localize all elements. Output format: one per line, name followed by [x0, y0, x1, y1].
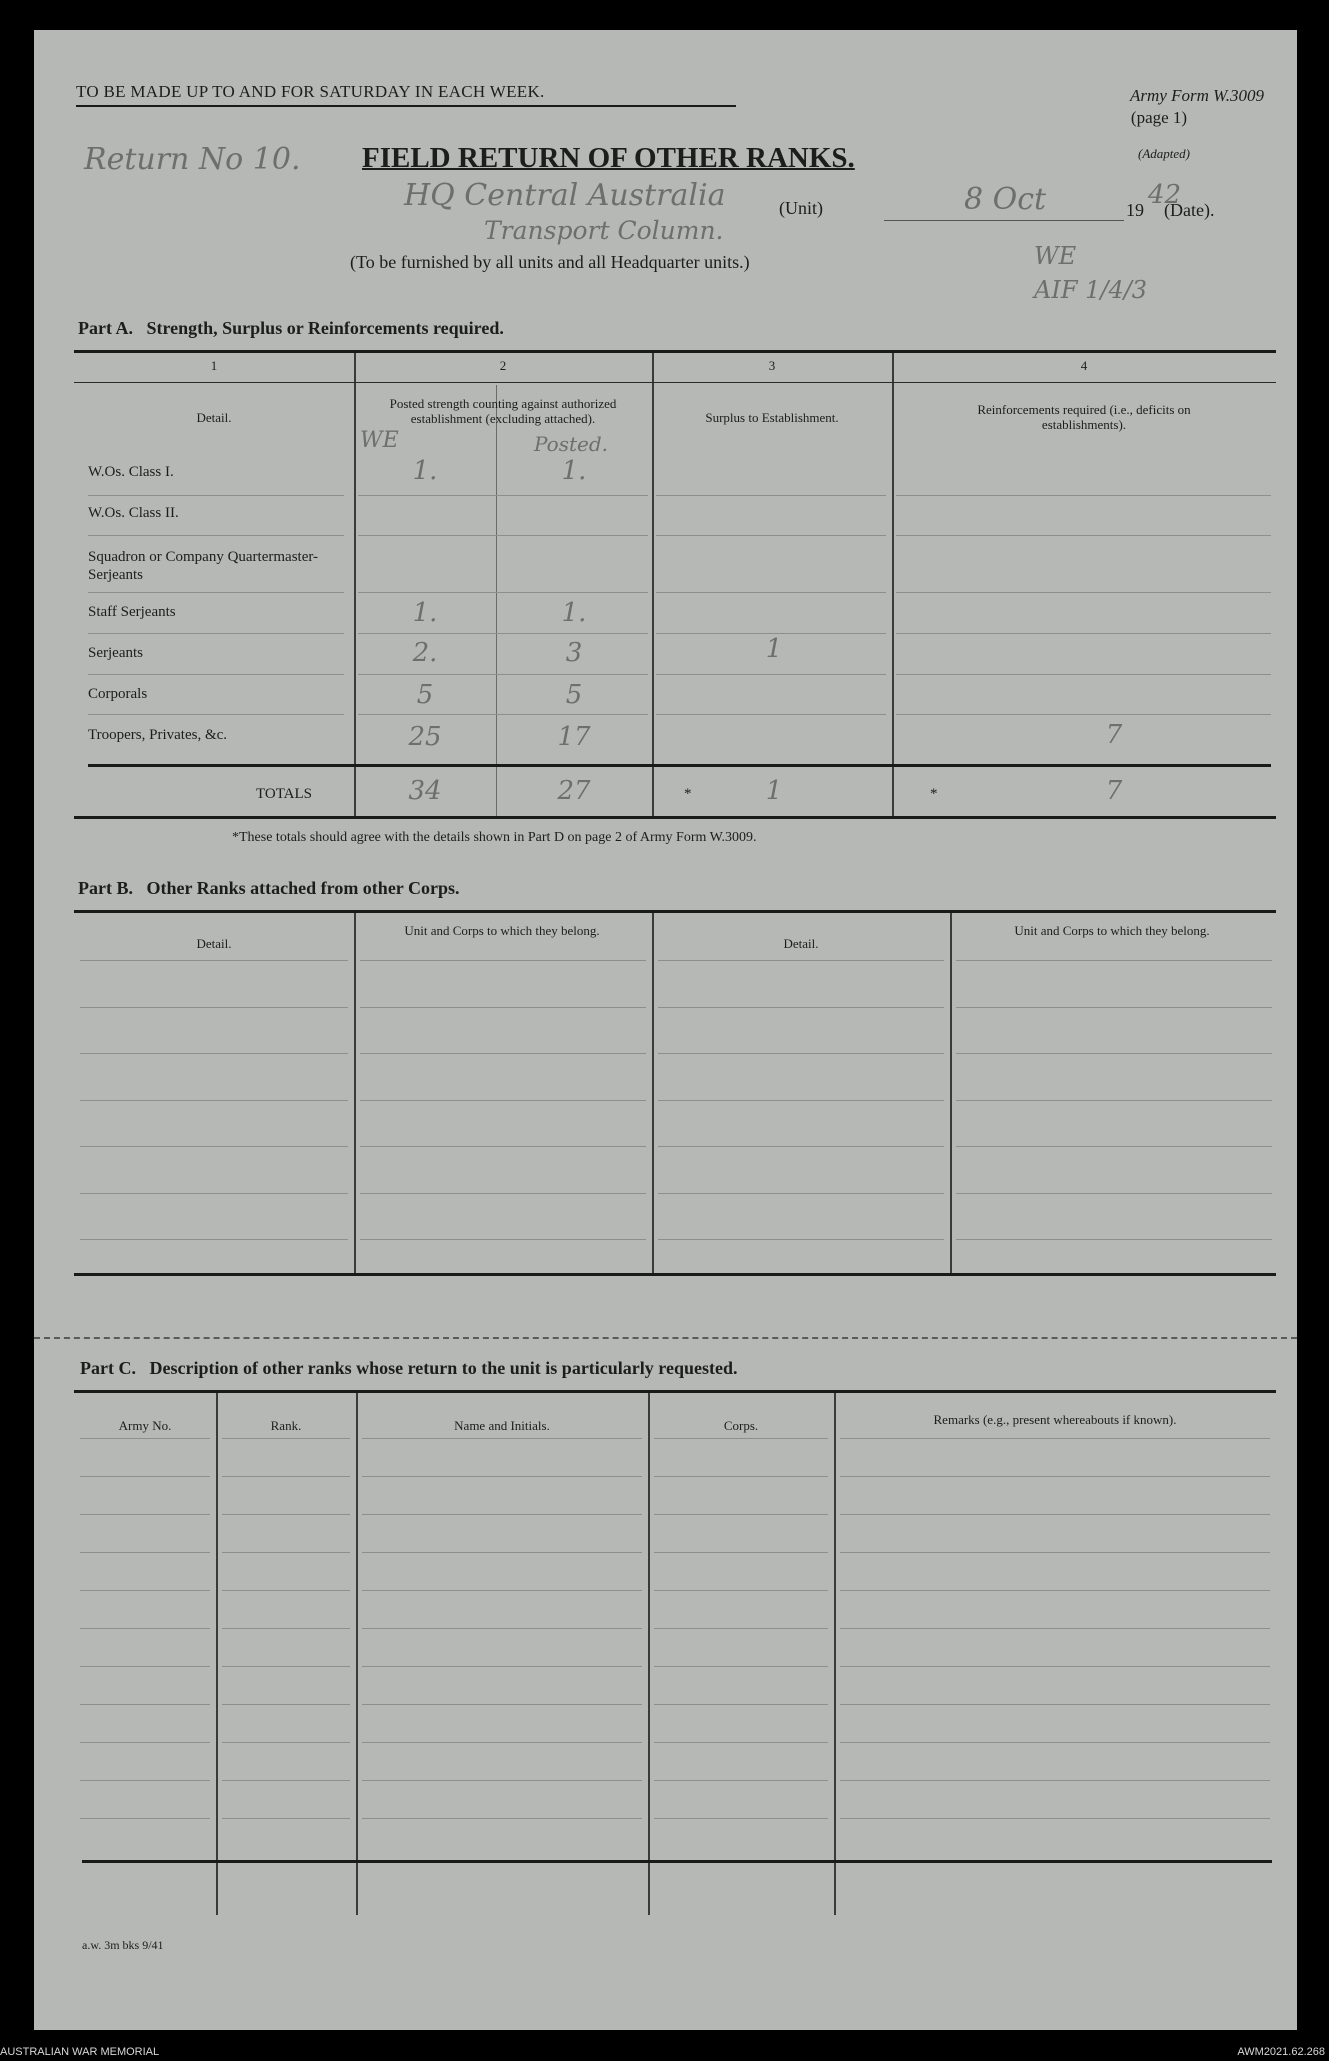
ruled-line [654, 1818, 828, 1819]
part-c-col-rank: Rank. [270, 1418, 302, 1433]
row-label: Corporals [88, 686, 148, 702]
col-header-detail: Detail. [196, 410, 232, 425]
perforation-line [34, 1337, 1297, 1339]
cell-we: 2. [412, 638, 438, 668]
ruled-line [80, 1053, 348, 1054]
ruled-line [80, 1438, 210, 1439]
ruled-line [222, 1704, 350, 1705]
handwritten-posted-column: Posted. [534, 432, 608, 456]
ruled-line [362, 1438, 642, 1439]
ruled-line [362, 1780, 642, 1781]
ruled-line [840, 1590, 1270, 1591]
form-title: FIELD RETURN OF OTHER RANKS. [362, 142, 855, 174]
row-rule [358, 592, 648, 593]
total-posted: 27 [557, 776, 591, 806]
ruled-line [362, 1704, 642, 1705]
ruled-line [362, 1742, 642, 1743]
ruled-line [80, 1193, 348, 1194]
cell-posted: 1. [561, 598, 587, 628]
cell-we: 25 [408, 722, 442, 752]
part-c-divider-3 [648, 1393, 650, 1915]
row-rule [896, 714, 1271, 715]
ruled-line [956, 1100, 1272, 1101]
row-rule [88, 633, 344, 634]
row-label: Squadron or Company Quartermaster-Serjeants [88, 549, 319, 583]
ruled-line [80, 1628, 210, 1629]
row-rule [88, 592, 344, 593]
ruled-line [658, 960, 944, 961]
row-rule [656, 674, 886, 675]
totals-bottom-rule [74, 816, 1276, 819]
page-indicator: (page 1) [1130, 108, 1188, 127]
cell-posted: 5 [565, 680, 583, 710]
ruled-line [362, 1666, 642, 1667]
ruled-line [362, 1476, 642, 1477]
ruled-line [840, 1742, 1270, 1743]
ruled-line [222, 1818, 350, 1819]
ruled-line [840, 1514, 1270, 1515]
part-b-col-detail-2: Detail. [783, 936, 819, 951]
total-surplus: 1 [765, 776, 783, 806]
row-rule [896, 495, 1271, 496]
part-a-footnote: *These totals should agree with the details shown in Part D on page 2 of Army Form W.3009. [232, 830, 757, 845]
instruction-text: TO BE MADE UP TO AND FOR SATURDAY IN EACH WEEK. [76, 82, 545, 101]
part-b-divider-2 [652, 913, 654, 1273]
part-c-divider-1 [216, 1393, 218, 1915]
handwritten-we: WE [1034, 242, 1077, 270]
ruled-line [222, 1552, 350, 1553]
ruled-line [222, 1438, 350, 1439]
col-number-3: 3 [768, 358, 776, 373]
ruled-line [654, 1780, 828, 1781]
ruled-line [80, 1666, 210, 1667]
handwritten-date: 8 Oct [964, 182, 1047, 217]
handwritten-unit-line1: HQ Central Australia [404, 178, 726, 213]
ruled-line [654, 1628, 828, 1629]
row-rule [358, 633, 648, 634]
ruled-line [658, 1193, 944, 1194]
unit-label: (Unit) [779, 198, 823, 218]
total-reinf-asterisk: * [930, 786, 938, 802]
row-rule [896, 674, 1271, 675]
form-number: Army Form W.3009 [1130, 86, 1264, 105]
ruled-line [80, 1100, 348, 1101]
row-label: W.Os. Class II. [88, 505, 179, 521]
ruled-line [956, 1239, 1272, 1240]
row-rule [896, 592, 1271, 593]
part-a-divider-3 [892, 353, 894, 816]
row-rule [896, 633, 1271, 634]
ruled-line [956, 1053, 1272, 1054]
ruled-line [80, 1146, 348, 1147]
ruled-line [654, 1666, 828, 1667]
row-rule [358, 495, 648, 496]
row-rule [358, 674, 648, 675]
part-b-col-unit-2: Unit and Corps to which they belong. [1014, 923, 1210, 938]
ruled-line [360, 1100, 646, 1101]
adapted-note: (Adapted) [1138, 146, 1190, 161]
part-c-col-name: Name and Initials. [454, 1418, 550, 1433]
handwritten-we-column: WE [360, 428, 399, 453]
ruled-line [654, 1514, 828, 1515]
row-rule [88, 714, 344, 715]
ruled-line [840, 1704, 1270, 1705]
part-b-divider-3 [950, 913, 952, 1273]
ruled-line [360, 1146, 646, 1147]
col-header-reinforcements: Reinforcements required (i.e., deficits on establishments). [977, 402, 1191, 432]
ruled-line [222, 1628, 350, 1629]
ruled-line [840, 1552, 1270, 1553]
ruled-line [360, 1193, 646, 1194]
document-sheet [34, 30, 1297, 2030]
cell-posted: 1. [561, 456, 587, 486]
ruled-line [362, 1514, 642, 1515]
col-number-2: 2 [499, 358, 507, 373]
ruled-line [658, 1007, 944, 1008]
row-rule [656, 495, 886, 496]
row-label: Troopers, Privates, &c. [88, 727, 228, 743]
archive-caption-right: AWM2021.62.268 [1237, 2046, 1325, 2058]
ruled-line [222, 1742, 350, 1743]
ruled-line [956, 1007, 1272, 1008]
ruled-line [840, 1666, 1270, 1667]
ruled-line [80, 1742, 210, 1743]
part-b-col-detail-1: Detail. [196, 936, 232, 951]
ruled-line [654, 1438, 828, 1439]
totals-label: TOTALS [256, 786, 313, 802]
row-rule [358, 535, 648, 536]
row-label: W.Os. Class I. [88, 464, 174, 480]
print-code: a.w. 3m bks 9/41 [82, 1938, 164, 1952]
ruled-line [654, 1704, 828, 1705]
part-c-lower-rule [82, 1860, 1272, 1863]
row-label: Serjeants [88, 645, 143, 661]
row-rule [358, 714, 648, 715]
part-b-heading: Part B. Other Ranks attached from other Corps. [78, 878, 460, 898]
ruled-line [840, 1476, 1270, 1477]
ruled-line [80, 1780, 210, 1781]
handwritten-year: 42 [1148, 180, 1182, 210]
col-header-surplus: Surplus to Establishment. [705, 410, 839, 425]
archive-caption-left: AUSTRALIAN WAR MEMORIAL [0, 2046, 160, 2058]
ruled-line [840, 1438, 1270, 1439]
ruled-line [362, 1818, 642, 1819]
ruled-line [80, 1007, 348, 1008]
ruled-line [222, 1590, 350, 1591]
ruled-line [840, 1818, 1270, 1819]
part-c-col-remarks: Remarks (e.g., present whereabouts if known). [933, 1412, 1177, 1427]
handwritten-unit-line2: Transport Column. [484, 216, 724, 245]
ruled-line [360, 1053, 646, 1054]
cell-we: 1. [412, 456, 438, 486]
cell-we: 1. [412, 598, 438, 628]
ruled-line [840, 1780, 1270, 1781]
ruled-line [362, 1552, 642, 1553]
ruled-line [80, 1818, 210, 1819]
date-blank-line [884, 220, 1124, 221]
part-b-top-rule [74, 910, 1276, 913]
row-rule [656, 592, 886, 593]
cell-surplus: 1 [765, 634, 783, 664]
ruled-line [80, 1476, 210, 1477]
row-rule [896, 535, 1271, 536]
part-a-heading: Part A. Strength, Surplus or Reinforcements required. [78, 318, 504, 338]
ruled-line [362, 1590, 642, 1591]
ruled-line [222, 1514, 350, 1515]
ruled-line [222, 1666, 350, 1667]
part-c-top-rule [74, 1390, 1276, 1393]
part-c-col-corps: Corps. [723, 1418, 759, 1433]
cell-reinforcements: 7 [1105, 720, 1123, 750]
part-c-col-army-no: Army No. [118, 1418, 172, 1433]
cell-posted: 3 [565, 638, 583, 668]
total-we: 34 [408, 776, 442, 806]
ruled-line [658, 1239, 944, 1240]
part-b-bottom-rule [74, 1273, 1276, 1276]
ruled-line [654, 1742, 828, 1743]
row-label: Staff Serjeants [88, 604, 176, 620]
col-number-4: 4 [1080, 358, 1088, 373]
ruled-line [80, 1590, 210, 1591]
col-number-1: 1 [210, 358, 218, 373]
row-rule [88, 535, 344, 536]
handwritten-aif: AIF 1/4/3 [1034, 276, 1148, 304]
ruled-line [360, 1239, 646, 1240]
ruled-line [362, 1628, 642, 1629]
ruled-line [654, 1590, 828, 1591]
row-rule [88, 495, 344, 496]
instruction-underline [76, 105, 736, 107]
ruled-line [80, 1239, 348, 1240]
ruled-line [654, 1552, 828, 1553]
handwritten-return-number: Return No 10. [84, 142, 301, 177]
part-a-top-rule [74, 350, 1276, 353]
total-reinforcements: 7 [1105, 776, 1123, 806]
part-c-heading: Part C. Description of other ranks whose return to the unit is particularly requested. [80, 1358, 738, 1378]
ruled-line [80, 1704, 210, 1705]
ruled-line [360, 1007, 646, 1008]
ruled-line [222, 1780, 350, 1781]
ruled-line [840, 1628, 1270, 1629]
row-rule [656, 535, 886, 536]
year-prefix: 19 [1126, 200, 1144, 220]
part-c-divider-4 [834, 1393, 836, 1915]
date-label: (Date). [1164, 200, 1215, 220]
ruled-line [654, 1476, 828, 1477]
ruled-line [658, 1053, 944, 1054]
part-b-col-unit-1: Unit and Corps to which they belong. [404, 923, 600, 938]
ruled-line [956, 1193, 1272, 1194]
part-b-divider-1 [354, 913, 356, 1273]
ruled-line [360, 960, 646, 961]
cell-we: 5 [416, 680, 434, 710]
col-header-posted-strength: Posted strength counting against authorized establishment (excluding attached). [389, 396, 617, 426]
subtitle: (To be furnished by all units and all Headquarter units.) [350, 252, 750, 272]
ruled-line [80, 1514, 210, 1515]
cell-posted: 17 [557, 722, 591, 752]
part-c-divider-2 [356, 1393, 358, 1915]
ruled-line [80, 960, 348, 961]
total-surplus-asterisk: * [684, 786, 692, 802]
ruled-line [222, 1476, 350, 1477]
ruled-line [80, 1552, 210, 1553]
ruled-line [956, 960, 1272, 961]
col-number-rule [74, 382, 1276, 383]
ruled-line [658, 1146, 944, 1147]
totals-top-rule [88, 764, 1271, 767]
ruled-line [658, 1100, 944, 1101]
ruled-line [956, 1146, 1272, 1147]
row-rule [656, 714, 886, 715]
row-rule [88, 674, 344, 675]
